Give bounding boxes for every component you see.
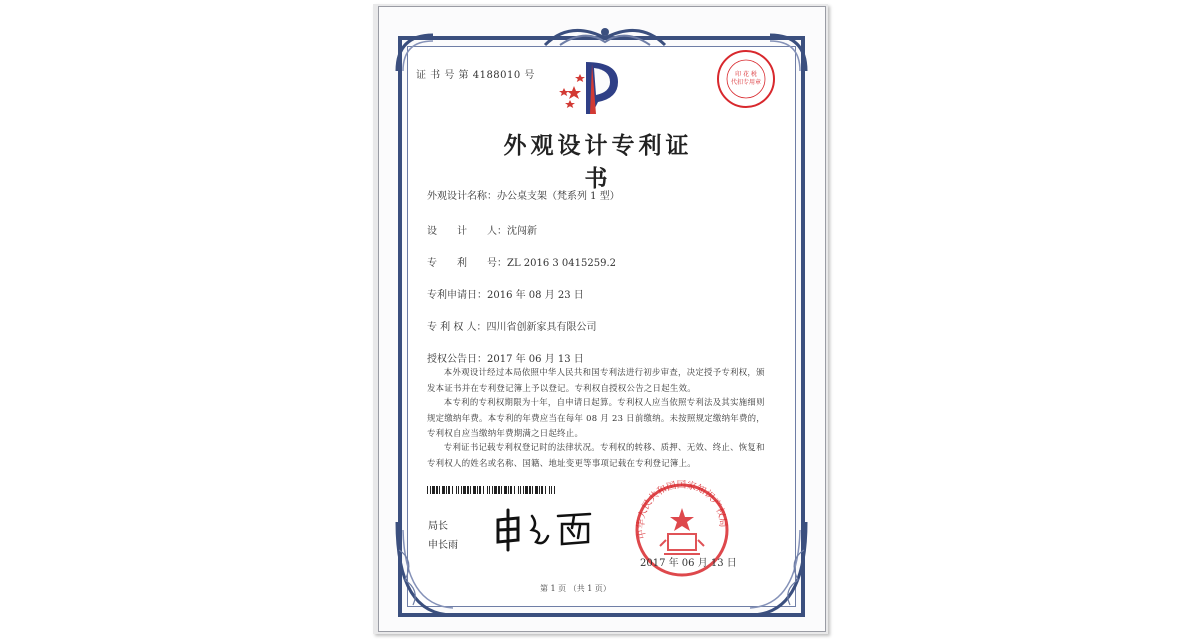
svg-text:代扣专用章: 代扣专用章 [730, 79, 762, 86]
page-title: 外观设计专利证书 [503, 132, 693, 192]
cnipa-logo-icon [556, 58, 636, 116]
director-title: 局长 [428, 521, 448, 532]
paragraph-grant: 本外观设计经过本局依照中华人民共和国专利法进行初步审查，决定授予专利权，颁发本证书并在专利登记簿上予以登记。专利权自授权公告之日起生效。 [427, 367, 765, 393]
svg-text:中华人民共和国国家知识产权局: 中华人民共和国国家知识产权局 [635, 480, 729, 540]
field-value: 沈闯新 [507, 226, 537, 237]
field-design-name [427, 187, 620, 202]
paragraph-term: 本专利的专利权期限为十年，自申请日起算。专利权人应当依照专利法及其实施细则规定缴纳年费。本专利的年费应当在每年 08 月 23 日前缴纳。未按照规定缴纳年费的，专利权自应当缴纳年费期满之日起终止。 [427, 397, 765, 438]
field-label: 授权公告日： [427, 354, 487, 365]
barcode-icon [427, 486, 557, 494]
director-name: 申长雨 [428, 540, 458, 551]
paragraph-legal-status: 专利证书记载专利权登记时的法律状况。专利权的转移、质押、无效、终止、恢复和专利权人的姓名或名称、国籍、地址变更等事项记载在专利登记簿上。 [427, 442, 765, 468]
corner-ornament-bottom-right-icon [748, 520, 808, 620]
signature-icon [488, 506, 598, 554]
seal-date: 2017 年 06 月 13 日 [640, 558, 737, 569]
field-application-date [427, 286, 584, 301]
field-value: 办公桌支架（梵系列 1 型） [497, 191, 620, 202]
field-value: ZL 2016 3 0415259.2 [507, 258, 617, 269]
field-label: 专 利 号： [427, 258, 507, 269]
certificate-number: 证 书 号 第 4188010 号 [416, 70, 535, 81]
corner-ornament-bottom-left-icon [395, 520, 455, 620]
page-footer: 第 1 页 （共 1 页） [540, 584, 611, 593]
field-label: 设 计 人： [427, 226, 507, 237]
field-label: 外观设计名称： [427, 191, 497, 202]
field-value: 四川省创新家具有限公司 [486, 322, 597, 333]
field-grant-date [427, 350, 584, 365]
top-ornament-icon [540, 20, 670, 50]
field-value: 2016 年 08 月 23 日 [487, 290, 584, 301]
field-label: 专利申请日： [427, 290, 487, 301]
patent-agency-seal-icon [715, 48, 777, 110]
field-patentee [427, 318, 597, 333]
field-designer [427, 222, 537, 237]
svg-text:印 花 税: 印 花 税 [735, 71, 757, 78]
field-patent-number [427, 254, 616, 269]
field-value: 2017 年 06 月 13 日 [487, 354, 584, 365]
field-label: 专 利 权 人： [427, 322, 487, 333]
